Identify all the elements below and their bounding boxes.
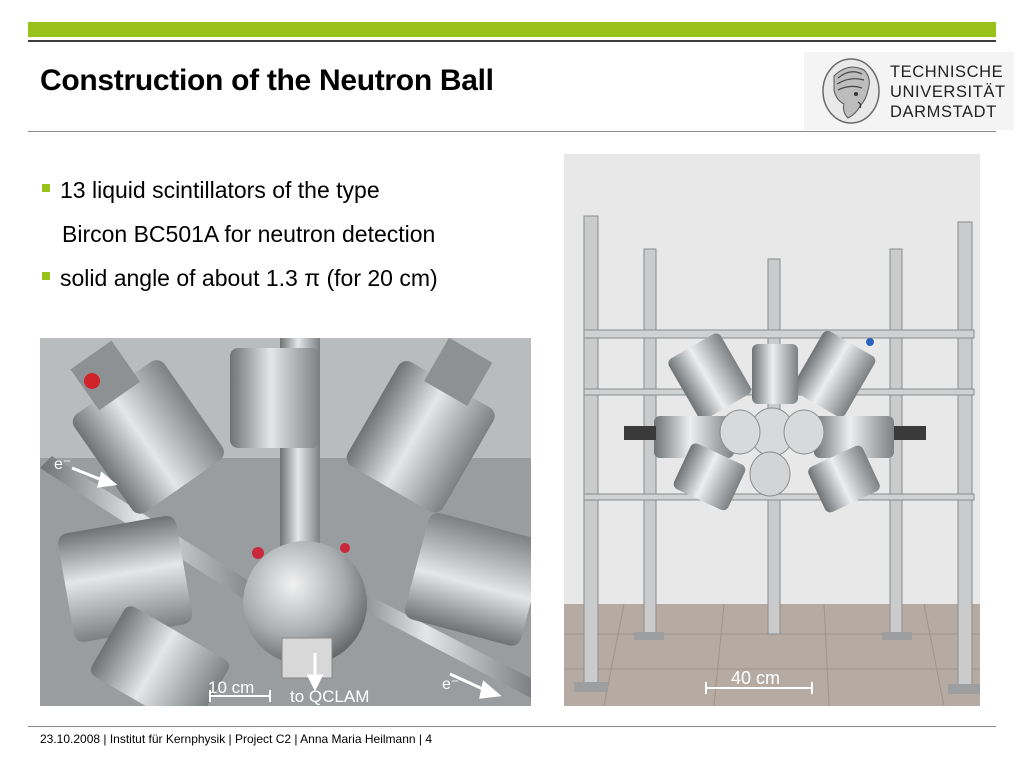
bullet-text: Bircon BC501A for neutron detection: [62, 221, 436, 247]
slide-title: Construction of the Neutron Ball: [40, 64, 494, 97]
bullet-item: [40, 260, 438, 304]
title-rule: [28, 131, 996, 132]
neutron-ball-frame-photo: [564, 154, 980, 706]
university-logo: [804, 52, 1014, 130]
frame-photo-drawing: [564, 154, 980, 706]
neutron-ball-closeup-photo: [40, 338, 531, 706]
electron-in-label: e⁻: [54, 456, 72, 473]
electron-out-label: e⁻: [442, 676, 460, 693]
logo-line-1: TECHNISCHE: [890, 63, 1004, 81]
top-rule: [28, 40, 996, 42]
logo-line-3: DARMSTADT: [890, 103, 997, 121]
bullet-text: 13 liquid scintillators of the type: [60, 177, 380, 203]
slide-footer: 23.10.2008 | Institut für Kernphysik | Project C2 | Anna Maria Heilmann | 4: [40, 732, 433, 746]
athena-seal-icon: [820, 56, 882, 126]
bullet-square-icon: [42, 272, 50, 280]
scale-10cm-label: 10 cm: [208, 678, 255, 697]
logo-wordmark: [890, 62, 1006, 122]
top-accent-bar: [28, 22, 996, 37]
scale-40cm-label: 40 cm: [731, 668, 781, 688]
logo-line-2: UNIVERSITÄT: [890, 83, 1006, 101]
bullet-item: [40, 172, 438, 216]
footer-rule: [28, 726, 996, 727]
bullet-list: [40, 172, 438, 304]
closeup-photo-drawing: [40, 338, 531, 706]
bullet-continuation: [40, 216, 438, 260]
bullet-square-icon: [42, 184, 50, 192]
to-qclam-label: to QCLAM: [290, 687, 370, 706]
bullet-text: solid angle of about 1.3 π (for 20 cm): [60, 265, 438, 291]
